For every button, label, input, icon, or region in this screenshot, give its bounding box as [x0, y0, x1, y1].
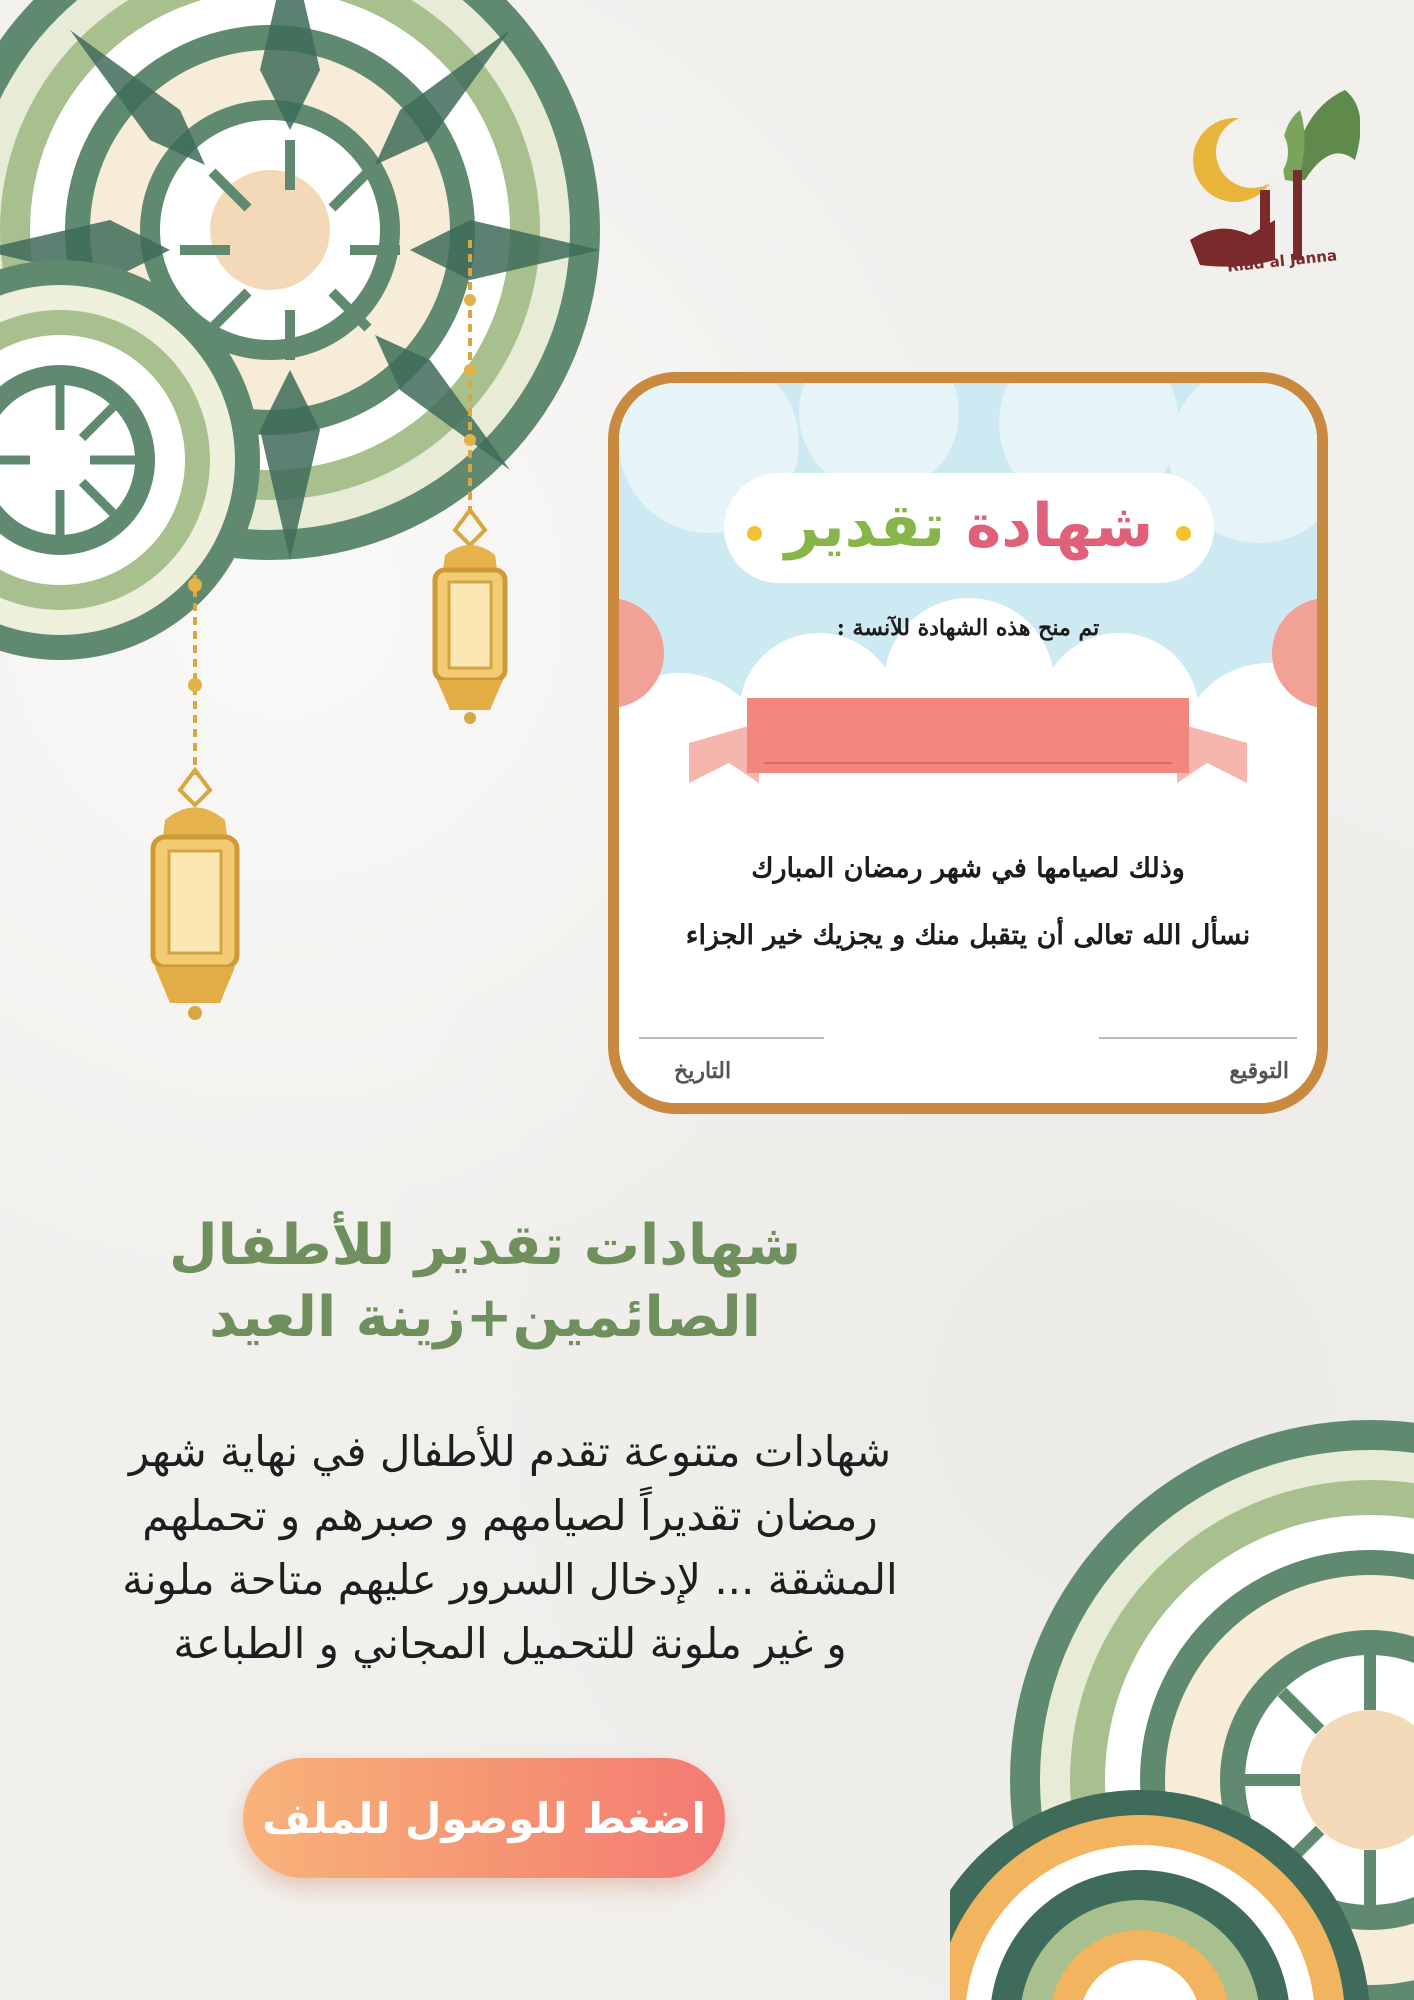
certificate-reason-line: وذلك لصيامها في شهر رمضان المبارك — [751, 853, 1185, 884]
page-title-line2: الصائمين+زينة العيد — [209, 1285, 761, 1350]
hanging-lantern-right — [415, 240, 525, 730]
description-line1: شهادات متنوعة تقدم للأطفال في نهاية شهر — [128, 1427, 892, 1476]
description-line2: رمضان تقديراً لصيامهم و صبرهم و تحملهم — [142, 1491, 878, 1540]
logo-latin-text: Riad al Janna — [1226, 246, 1338, 276]
description — [50, 1420, 970, 1676]
hanging-lantern-left — [135, 575, 255, 1045]
description-line4: و غير ملونة للتحميل المجاني و الطباعة — [173, 1619, 847, 1668]
access-file-button[interactable]: اضغط للوصول للملف — [243, 1758, 725, 1878]
certificate-title-word1: شهادة — [965, 491, 1154, 561]
mandala-bottom-right-decoration — [950, 1420, 1414, 2000]
page-title-line1: شهادات تقدير للأطفال — [168, 1213, 802, 1278]
certificate-signature-label: التوقيع — [1229, 1058, 1289, 1084]
certificate-title-word2: تقدير — [784, 491, 945, 561]
description-line3: المشقة ... لإدخال السرور عليهم متاحة ملونة — [122, 1555, 898, 1604]
certificate-preview — [608, 372, 1328, 1114]
page-title — [100, 1210, 870, 1354]
certificate-title — [724, 481, 1214, 571]
certificate-granted-line: تم منح هذه الشهادة للآنسة : — [836, 615, 1100, 641]
certificate-date-label: التاريخ — [674, 1058, 732, 1084]
certificate-prayer-line: نسأل الله تعالى أن يتقبل منك و يجزيك خير الجزاء — [685, 920, 1251, 951]
